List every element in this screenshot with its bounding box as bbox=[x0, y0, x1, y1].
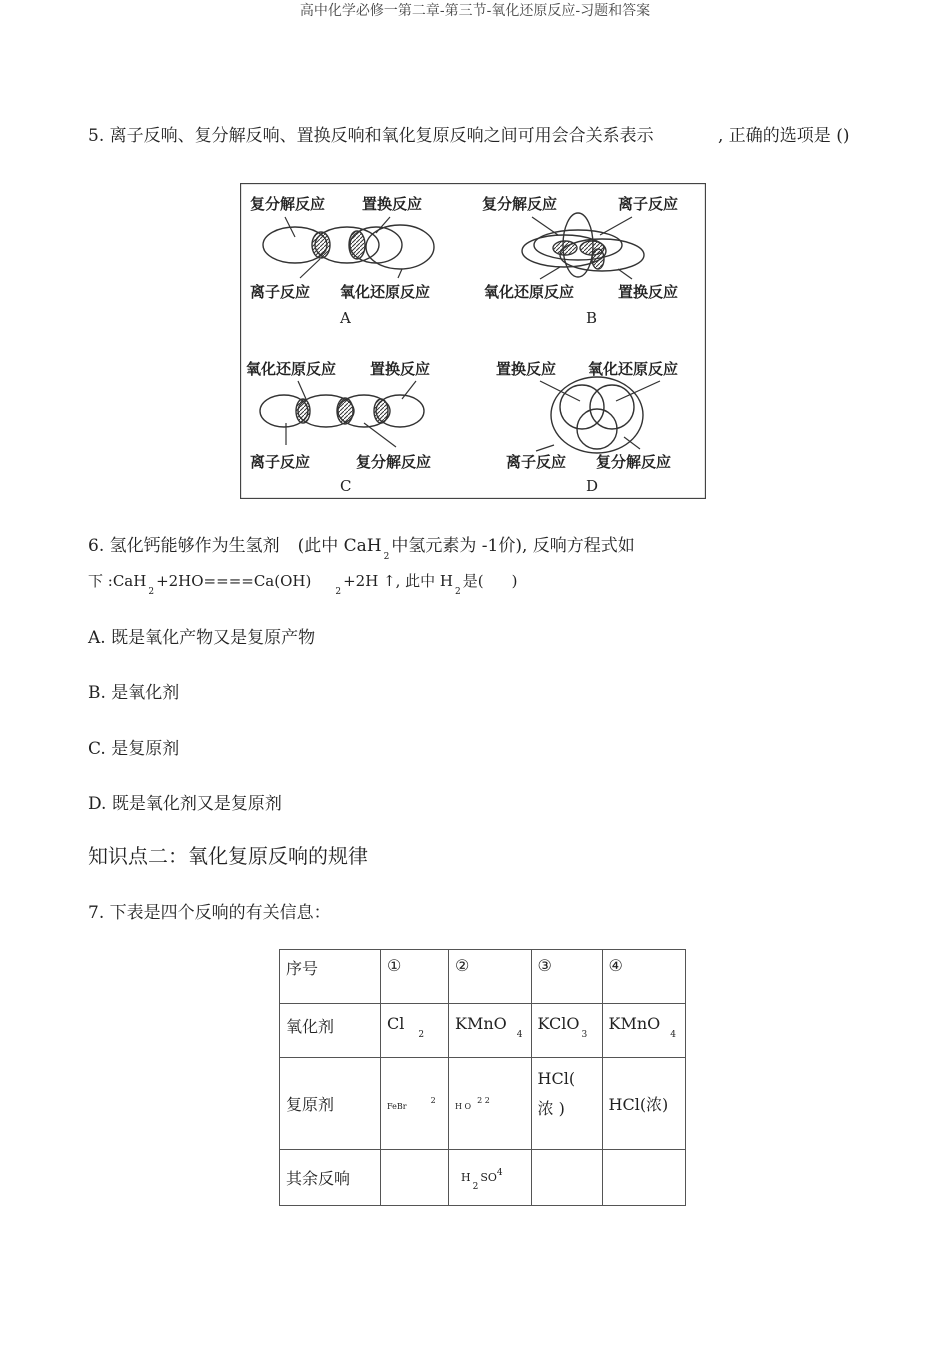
oxidizer-cell-3: KClO$_3$ bbox=[531, 1004, 602, 1058]
panel-d-caption: D bbox=[586, 477, 599, 495]
option-d: D. 既是氧化剂又是复原剂 bbox=[88, 794, 282, 814]
panel-c-label-bottom-right: 复分解反应 bbox=[356, 453, 432, 471]
row-label-oxidizer: 氧化剂 bbox=[280, 1004, 381, 1058]
panel-a-label-top-left: 复分解反应 bbox=[250, 195, 326, 213]
panel-a-label-bottom-right: 氧化还原反应 bbox=[340, 283, 431, 301]
panel-a-label-top-right: 置换反应 bbox=[362, 195, 423, 213]
row-label-index: 序号 bbox=[280, 950, 381, 1004]
panel-b-label-bottom-right: 置换反应 bbox=[618, 283, 679, 301]
panel-b-label-bottom-left: 氧化还原反应 bbox=[484, 283, 575, 301]
table-row-oxidizer bbox=[280, 1004, 686, 1058]
panel-c-label-bottom-left: 离子反应 bbox=[250, 453, 311, 471]
option-a: A. 既是氧化产物又是复原产物 bbox=[88, 628, 316, 648]
other-cell-1 bbox=[381, 1150, 449, 1206]
q6-line2-sub-2: 2 bbox=[335, 587, 342, 597]
reaction-info-table bbox=[279, 949, 686, 1206]
question-7-text: 7. 下表是四个反响的有关信息： bbox=[88, 903, 331, 923]
question-5-text: 5. 离子反响、复分解反响、置换反响和氧化复原反响之间可用会合关系表示 bbox=[88, 126, 654, 146]
panel-c-overlap-3 bbox=[374, 399, 388, 423]
table-row-index bbox=[280, 950, 686, 1004]
panel-b-caption: B bbox=[586, 309, 598, 327]
other-cell-3 bbox=[531, 1150, 602, 1206]
panel-a-label-bottom-left: 离子反应 bbox=[250, 283, 311, 301]
col-header-1: ① bbox=[381, 950, 449, 1004]
panel-d-label-bottom-left: 离子反应 bbox=[506, 453, 567, 471]
section-heading: 知识点二：氧化复原反响的规律 bbox=[88, 844, 368, 868]
panel-a-overlap-2 bbox=[349, 231, 365, 259]
reducer-cell-3: HCl( 浓 ) bbox=[531, 1058, 602, 1150]
q6-line2-sub-1: 2 bbox=[148, 587, 155, 597]
q6-line1-part-c: 中氢元素为 -1价), 反响方程式如 bbox=[391, 536, 635, 556]
option-c: C. 是复原剂 bbox=[88, 739, 180, 759]
question-6-line-1 bbox=[88, 531, 635, 562]
reducer-cell-4: HCl(浓) bbox=[602, 1058, 685, 1150]
reducer-cell-2: H $O^{2 2}$ bbox=[449, 1058, 532, 1150]
question-5-text-end: , 正确的选项是 () bbox=[718, 126, 850, 146]
col-header-4: ④ bbox=[602, 950, 685, 1004]
oxidizer-cell-4: KMnO$_4$ bbox=[602, 1004, 685, 1058]
panel-c-label-top-left: 氧化还原反应 bbox=[246, 360, 337, 378]
col-header-2: ② bbox=[449, 950, 532, 1004]
other-cell-4 bbox=[602, 1150, 685, 1206]
panel-b-label-top-right: 离子反应 bbox=[618, 195, 679, 213]
table-row-other bbox=[280, 1150, 686, 1206]
document-header: 高中化学必修一第二章-第三节-氧化还原反应-习题和答案 bbox=[299, 3, 651, 19]
col-header-3: ③ bbox=[531, 950, 602, 1004]
q6-line2-part-a: 下 :CaH bbox=[88, 572, 147, 590]
q6-line2-part-d: 是( bbox=[462, 572, 484, 590]
oxidizer-cell-2: KMnO$_4$ bbox=[449, 1004, 532, 1058]
panel-d-label-bottom-right: 复分解反应 bbox=[596, 453, 672, 471]
row-label-reducer: 复原剂 bbox=[280, 1058, 381, 1150]
panel-a-overlap-1 bbox=[312, 232, 330, 258]
panel-b-label-top-left: 复分解反应 bbox=[482, 195, 558, 213]
panel-c-label-top-right: 置换反应 bbox=[370, 360, 431, 378]
other-cell-2: $H_2SO^4$ bbox=[449, 1150, 532, 1206]
option-b: B. 是氧化剂 bbox=[88, 683, 180, 703]
table-row-reducer bbox=[280, 1058, 686, 1150]
venn-diagram-figure bbox=[240, 183, 706, 499]
panel-b-overlap-3 bbox=[592, 249, 604, 269]
reducer-cell-1: FeBr$^2$ bbox=[381, 1058, 449, 1150]
q6-line2-part-b: +2HO====Ca(OH) bbox=[156, 572, 312, 590]
q6-line1-part-a: 6. 氢化钙能够作为生氢剂 bbox=[88, 536, 280, 556]
oxidizer-cell-1: $Cl_2$ bbox=[381, 1004, 449, 1058]
panel-c-caption: C bbox=[340, 477, 352, 495]
panel-d-label-top-left: 置换反应 bbox=[496, 360, 557, 378]
panel-d-label-top-right: 氧化还原反应 bbox=[588, 360, 679, 378]
q6-line1-sub: 2 bbox=[383, 552, 390, 562]
panel-b-overlap-1 bbox=[553, 241, 577, 255]
q6-line1-part-b: (此中 CaH bbox=[297, 536, 382, 556]
question-6-line-2 bbox=[88, 570, 518, 597]
panel-c-overlap-2 bbox=[337, 398, 353, 424]
panel-a-caption: A bbox=[340, 309, 351, 327]
q6-line2-sub-3: 2 bbox=[455, 587, 461, 597]
q6-line2-part-c: +2H ↑, 此中 H bbox=[343, 572, 453, 590]
row-label-other: 其余反响 bbox=[280, 1150, 381, 1206]
q6-line2-part-e: ) bbox=[511, 572, 518, 590]
panel-c-overlap-1 bbox=[296, 399, 310, 423]
